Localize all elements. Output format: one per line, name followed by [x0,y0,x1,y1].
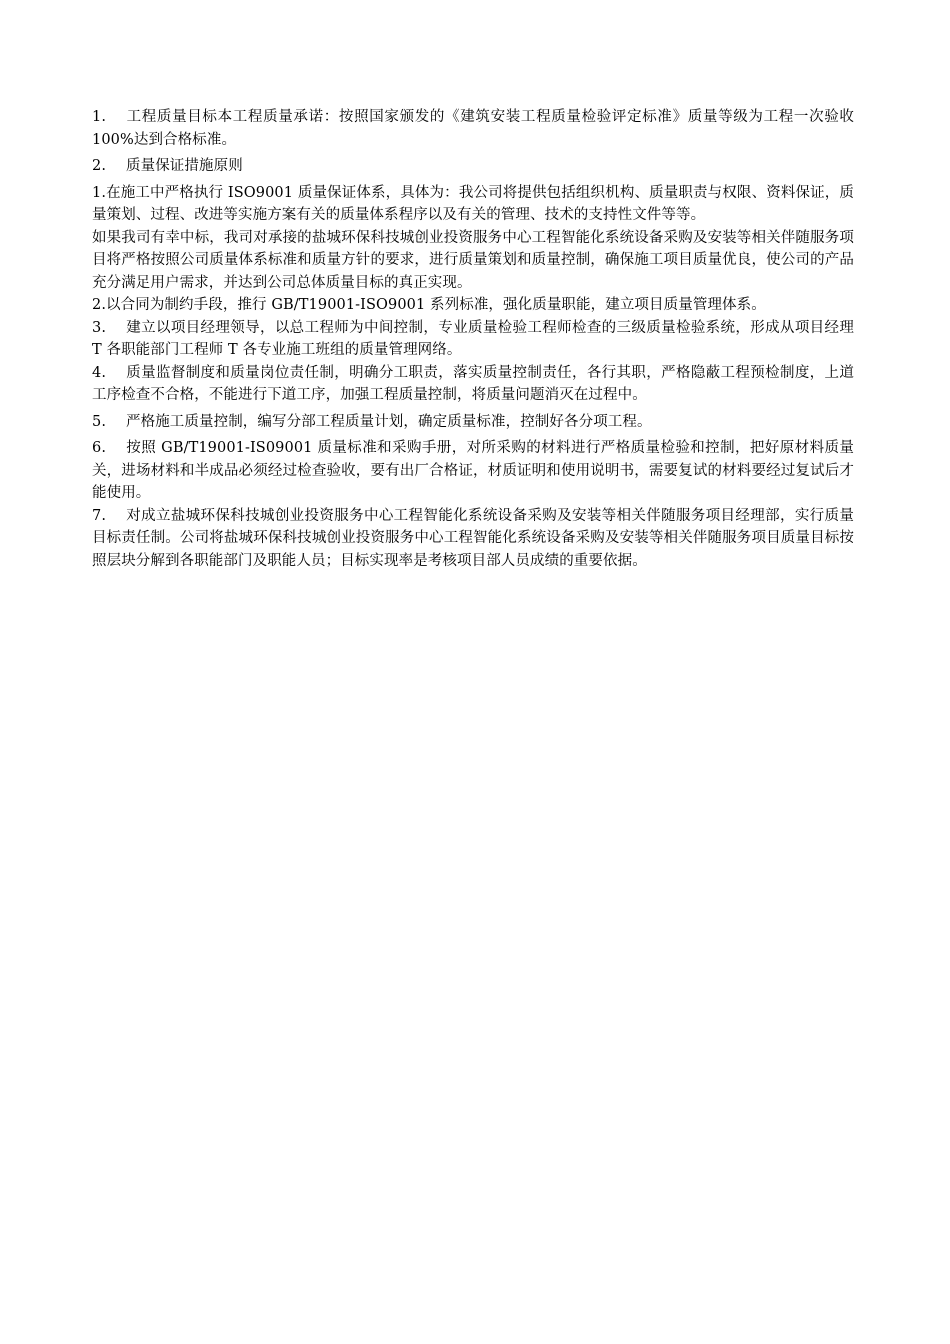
list-number: 6. [92,440,107,456]
paragraph-3 [92,182,854,227]
paragraph-text: 2.以合同为制约手段，推行 GB/T19001-ISO9001 系列标准，强化质量职能，建立项目质量管理体系。 [92,297,766,313]
paragraph-2 [92,155,854,178]
list-number: 5. [92,413,107,430]
list-number: 1. [92,109,107,125]
paragraph-text: 建立以项目经理领导，以总工程师为中间控制，专业质量检验工程师检查的三级质量检验系统，形成从项目经理 T 各职能部门工程师 T 各专业施工班组的质量管理网络。 [92,319,854,358]
paragraph-text: 按照 GB/T19001-IS09001 质量标准和采购手册，对所采购的材料进行严格质量检验和控制，把好原材料质量关，进场材料和半成品必须经过检查验收，要有出厂合格证，材质证明和使用说明书，需要复试的材料要经过复试后才能使用。 [92,440,854,501]
paragraph-text: 1.在施工中严格执行 ISO9001 质量保证体系，具体为：我公司将提供包括组织机构、质量职责与权限、资料保证，质量策划、过程、改进等实施方案有关的质量体系程序以及有关的管理、技术的支持性文件等等。 [92,184,854,223]
paragraph-9 [92,437,854,505]
paragraph-6 [92,317,854,362]
list-number: 7. [92,507,107,524]
document-body [92,106,854,572]
paragraph-text: 对成立盐城环保科技城创业投资服务中心工程智能化系统设备采购及安装等相关伴随服务项目经理部，实行质量目标责任制。公司将盐城环保科技城创业投资服务中心工程智能化系统设备采购及安装等相关伴随服务项目质量目标按照层块分解到各职能部门及职能人员；目标实现率是考核项目部人员成绩的重要依据。 [92,507,854,569]
paragraph-1 [92,106,854,151]
paragraph-4 [92,227,854,295]
list-number: 4. [92,364,107,381]
paragraph-text: 工程质量目标本工程质量承诺：按照国家颁发的《建筑安装工程质量检验评定标准》质量等级为工程一次验收 100%达到合格标准。 [92,109,854,148]
paragraph-10 [92,505,854,573]
list-number: 3. [92,319,107,336]
paragraph-8 [92,411,854,434]
paragraph-text: 质量保证措施原则 [126,158,243,174]
paragraph-7 [92,362,854,407]
list-number: 2. [92,158,107,174]
paragraph-5 [92,294,854,317]
paragraph-text: 严格施工质量控制，编写分部工程质量计划，确定质量标准，控制好各分项工程。 [126,413,652,430]
paragraph-text: 如果我司有幸中标，我司对承接的盐城环保科技城创业投资服务中心工程智能化系统设备采购及安装等相关伴随服务项目将严格按照公司质量体系标准和质量方针的要求，进行质量策划和质量控制，确保施工项目质量优良，使公司的产品充分满足用户需求，并达到公司总体质量目标的真正实现。 [92,229,854,291]
paragraph-text: 质量监督制度和质量岗位责任制，明确分工职责，落实质量控制责任，各行其职，严格隐蔽工程预检制度，上道工序检查不合格，不能进行下道工序，加强工程质量控制，将质量问题消灭在过程中。 [92,364,854,403]
